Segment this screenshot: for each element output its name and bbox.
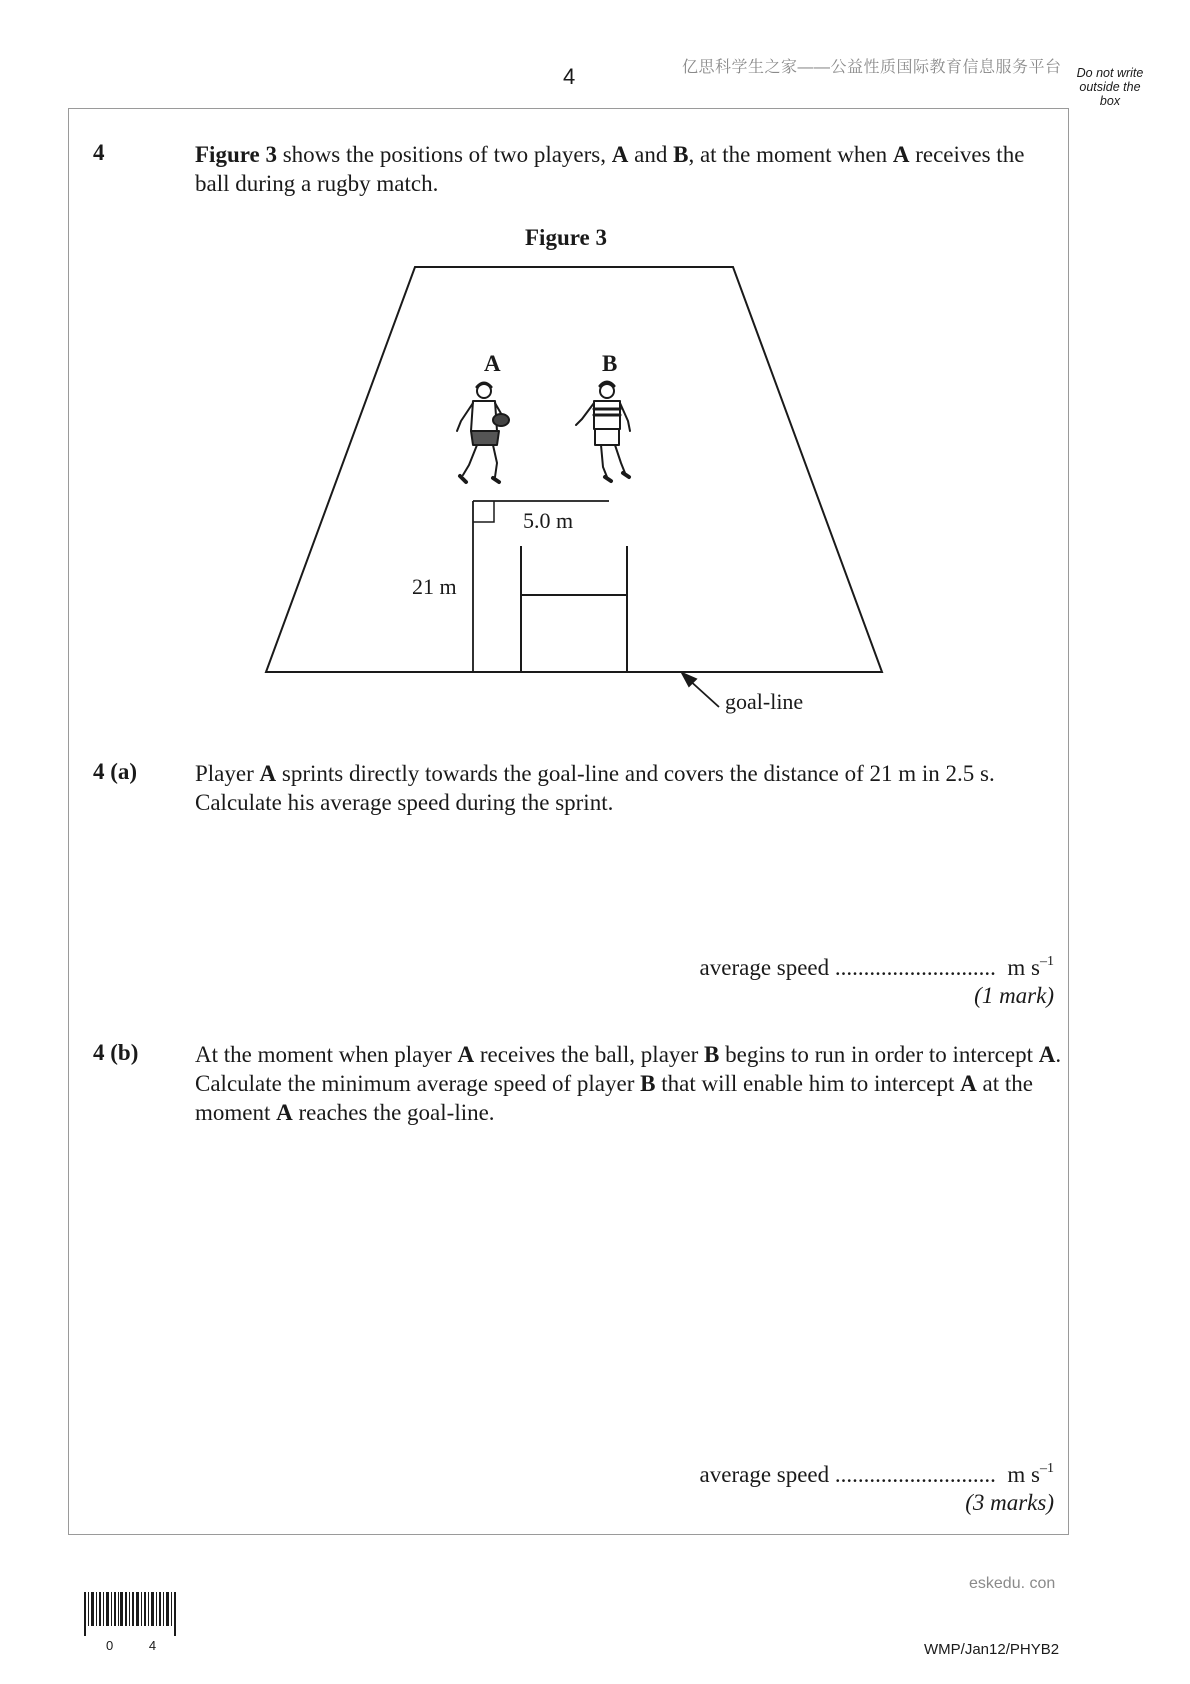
player-a-label: A — [484, 351, 501, 376]
answer-unit: m s — [1007, 955, 1040, 980]
barcode-text: 0 4 — [106, 1638, 173, 1653]
question-number: 4 — [93, 140, 105, 165]
question-text: Figure 3 shows the positions of two players, A and B, at the moment when A receives the ball during a rugby match. — [195, 142, 1025, 196]
part-b-number: 4 (b) — [93, 1040, 139, 1065]
part-b-marks: (3 marks) — [965, 1490, 1054, 1515]
figure-reference: Figure 3 — [195, 142, 277, 167]
vertical-distance-label: 21 m — [412, 574, 457, 599]
part-a-number: 4 (a) — [93, 759, 138, 784]
unit-power: –1 — [1040, 954, 1054, 969]
paper-reference: WMP/Jan12/PHYB2 — [924, 1641, 1060, 1658]
part-b-text: At the moment when player A receives the ball, player B begins to run in order to intercept A. Calculate the minimum average speed of player B that will enable him to intercept A at the moment A reaches the goal-line. — [195, 1042, 1062, 1125]
horizontal-distance-label: 5.0 m — [523, 508, 574, 533]
answer-label: average speed — [699, 955, 830, 980]
rugby-player-icon — [576, 382, 630, 481]
rugby-field-diagram — [255, 255, 895, 725]
margin-note: Do not write outside the box — [1076, 66, 1144, 108]
goal-line-arrow — [682, 673, 719, 707]
right-angle-marker — [473, 501, 494, 522]
figure-title: Figure 3 — [525, 225, 607, 250]
player-b-label: B — [602, 351, 618, 376]
part-b-answer-line[interactable] — [700, 1461, 1054, 1488]
footer-watermark: eskedu. con — [969, 1575, 1056, 1592]
answer-dots[interactable]: ............................ — [834, 955, 996, 980]
part-a-text: Player A sprints directly towards the goal-line and covers the distance of 21 m in 2.5 s. Calculate his average speed during the sprint. — [195, 761, 995, 815]
goal-line-label: goal-line — [725, 689, 804, 714]
answer-unit: m s — [1007, 1462, 1040, 1487]
part-a-answer-line[interactable] — [700, 954, 1054, 981]
rugby-field — [266, 267, 882, 672]
unit-power: –1 — [1040, 1461, 1054, 1476]
goal-posts — [521, 546, 627, 672]
answer-label: average speed — [699, 1462, 830, 1487]
part-a-marks: (1 mark) — [974, 983, 1054, 1008]
header-watermark: 亿思科学生之家——公益性质国际教育信息服务平台 — [682, 59, 1062, 76]
page-number: 4 — [563, 64, 576, 89]
rugby-player-with-ball-icon — [457, 383, 509, 482]
barcode-icon — [84, 1592, 180, 1636]
answer-dots[interactable]: ............................ — [834, 1462, 996, 1487]
